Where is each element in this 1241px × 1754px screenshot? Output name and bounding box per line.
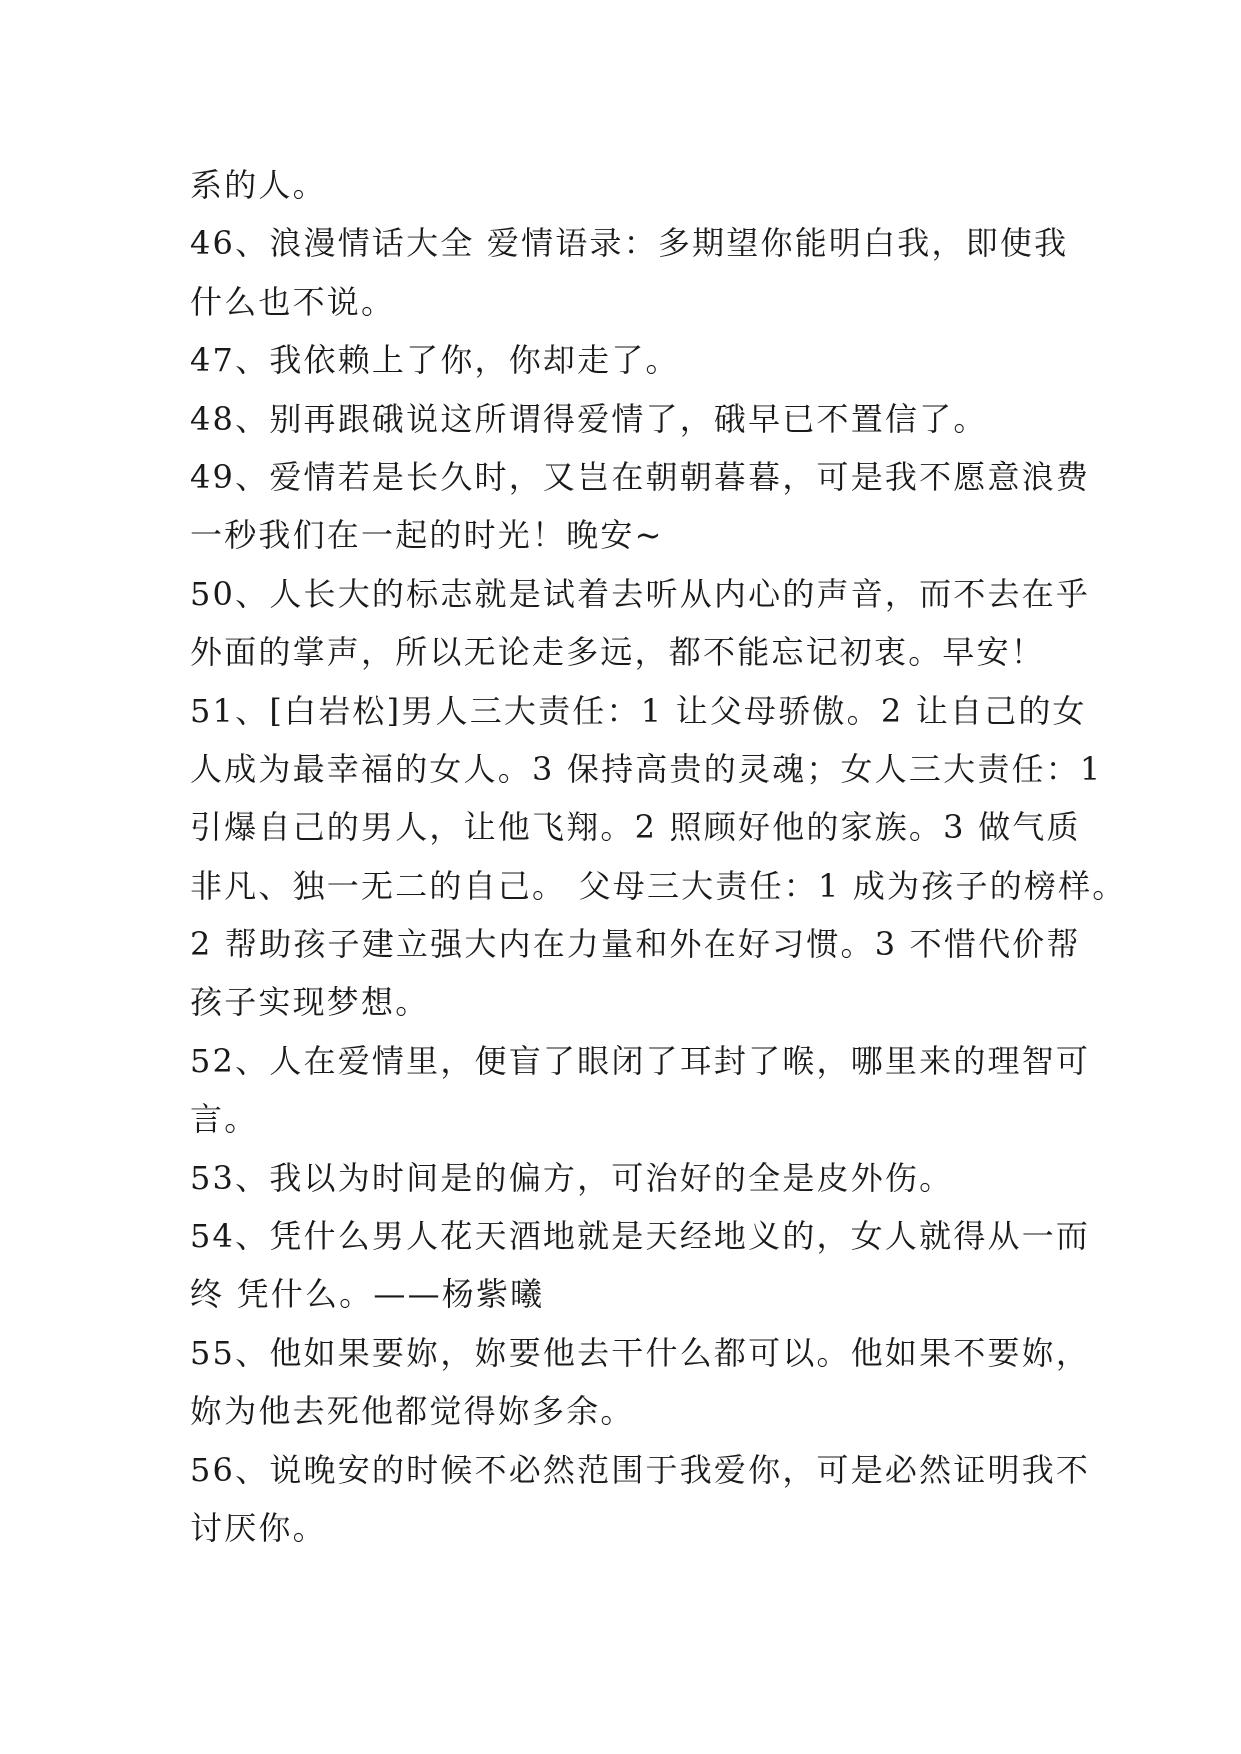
text-line: 46、浪漫情话大全 爱情语录：多期望你能明白我，即使我 bbox=[190, 224, 1069, 263]
text-line: 48、别再跟硪说这所谓得爱情了，硪早已不置信了。 bbox=[190, 399, 988, 438]
text-line: 系的人。 bbox=[190, 166, 327, 204]
text-line: 50、人长大的标志就是试着去听从内心的声音，而不去在乎 bbox=[190, 574, 1091, 613]
text-line: 53、我以为时间是的偏方，可治好的全是皮外伤。 bbox=[190, 1158, 954, 1197]
text-line: 47、我依赖上了你，你却走了。 bbox=[190, 341, 680, 380]
text-line: 终 凭什么。——杨紫曦 bbox=[190, 1275, 545, 1314]
text-line: 人成为最幸福的女人。3 保持高贵的灵魂；女人三大责任：1 bbox=[190, 749, 1103, 788]
text-line: 一秒我们在一起的时光！晚安~ bbox=[190, 516, 664, 555]
text-line: 妳为他去死他都觉得妳多余。 bbox=[190, 1392, 635, 1431]
text-line: 52、人在爱情里，便盲了眼闭了耳封了喉，哪里来的理智可 bbox=[190, 1041, 1091, 1080]
text-line: 言。 bbox=[190, 1100, 259, 1139]
text-line: 2 帮助孩子建立强大内在力量和外在好习惯。3 不惜代价帮 bbox=[190, 925, 1081, 964]
text-line: 引爆自己的男人，让他飞翔。2 照顾好他的家族。3 做气质 bbox=[190, 808, 1081, 847]
text-line: 什么也不说。 bbox=[190, 282, 396, 321]
text-line: 孩子实现梦想。 bbox=[190, 983, 430, 1022]
text-line: 56、说晚安的时候不必然范围于我爱你，可是必然证明我不 bbox=[190, 1450, 1091, 1489]
text-line: 外面的掌声，所以无论走多远，都不能忘记初衷。早安！ bbox=[190, 633, 1046, 672]
text-line: 54、凭什么男人花天酒地就是天经地义的，女人就得从一而 bbox=[190, 1217, 1091, 1256]
text-line: 讨厌你。 bbox=[190, 1508, 327, 1547]
document-body bbox=[190, 156, 1127, 1557]
text-line: 51、[白岩松]男人三大责任：1 让父母骄傲。2 让自己的女 bbox=[190, 691, 1087, 730]
text-line: 55、他如果要妳，妳要他去干什么都可以。他如果不要妳， bbox=[190, 1333, 1091, 1372]
text-line: 49、爱情若是长久时，又岂在朝朝暮暮，可是我不愿意浪费 bbox=[190, 457, 1091, 496]
text-line: 非凡、独一无二的自己。 父母三大责任：1 成为孩子的榜样。 bbox=[190, 866, 1127, 905]
